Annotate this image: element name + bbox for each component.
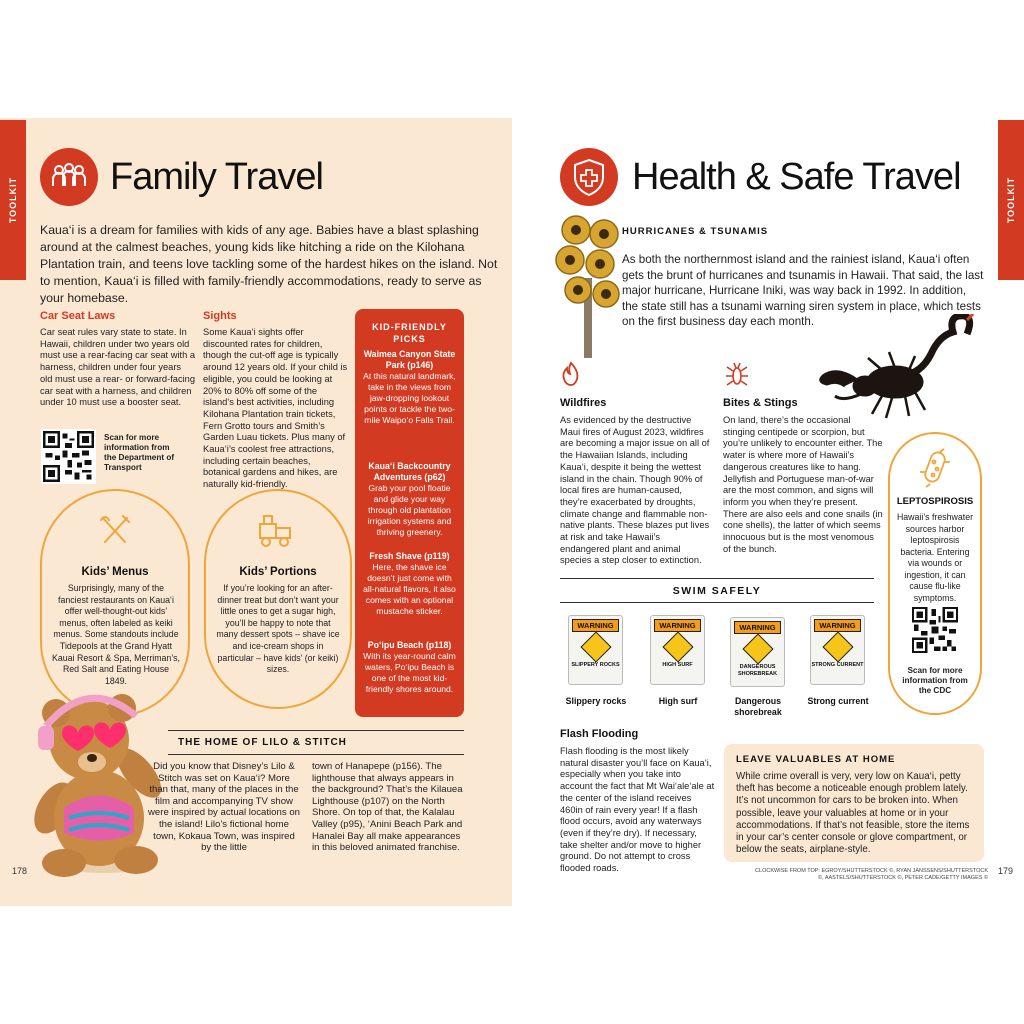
kid-picks-heading: KID-FRIENDLY PICKS — [372, 322, 447, 344]
lilo-col-2: town of Hanapepe (p156). The lighthouse that always appears in the background? That’s the Kilauea Lighthouse (p107) on the North Shore. On top of that, the Kalalau Valley (p95), ‘Anini Beach Park and Hanalei Bay all make appearances in this beloved animated franchise. — [312, 761, 463, 854]
siren-image — [548, 208, 628, 363]
kids-menus-text: Surprisingly, many of the fanciest restaurants on Kaua‘i offer well-thought-out kids’ menus, often labeled as keiki menus. Some standouts include Tidepools at the Grand Hyatt Kauai Resort & Spa, Merriman’s, Red Salt and Eating House 1849. — [52, 583, 180, 686]
kids-menus-title: Kids’ Menus — [81, 566, 149, 578]
side-tab: TOOLKIT — [0, 120, 26, 280]
side-tab: TOOLKIT — [998, 120, 1024, 280]
car-seat-text: Car seat rules vary state to state. In Hawaii, children under two years old must use a rear-facing car seat with a harness, children under four years old must use a rear- or forward-facing car seat with a harness, and children under 10 must use a booster seat. — [40, 327, 196, 408]
valuables-text: While crime overall is very, very low on Kaua‘i, petty theft has become a noticeable enough problem lately. It’s not uncommon for cars to be broken into. When possible, leave your valuables at home or in your accommodations. If that’s not feasible, store the items in your car’s center console or glove compartment, or below the seats, airplane-style. — [736, 771, 970, 856]
page-number: 179 — [998, 866, 1014, 876]
intro-text: Kaua‘i is a dream for families with kids of any age. Babies have a blast splashing around at the calmest beaches, young kids like hitching a ride on the Kilohana Plantation train, and teens love tackling some of the hardest hikes on the island. Not to mention, Kaua‘i is filled with family-friendly accommodations, ready to serve as your homebase. — [40, 223, 498, 305]
car-seat-heading: Car Seat Laws — [40, 310, 116, 322]
left-page — [0, 118, 512, 906]
hurricanes-heading: HURRICANES & TSUNAMIS — [622, 226, 769, 237]
kid-pick-item: Po‘ipu Beach (p118) With its year-round calm waters, Po‘ipu Beach is one of the most kid-friendly shores around. — [363, 640, 456, 694]
family-icon — [40, 148, 98, 206]
divider — [168, 730, 464, 731]
page-title: Family Travel — [110, 156, 323, 198]
insect-icon — [723, 361, 751, 394]
lilo-heading: THE HOME OF LILO & STITCH — [178, 737, 347, 748]
warning-sign: WARNING STRONG CURRENT — [810, 615, 865, 685]
qr-code[interactable] — [910, 605, 960, 655]
sights-heading: Sights — [203, 310, 237, 322]
valuables-heading: LEAVE VALUABLES AT HOME — [736, 754, 896, 765]
flash-text: Flash flooding is the most likely natural disaster you’ll face on Kaua‘i, especially when you take into account the fact that Mt Wai‘ale‘ale at the center of the island receives 460in of rain every year! If a flash flood occurs, avoid any waterways (even if they’re dry). If necessary, take shelter and/or move to higher ground. Do not attempt to cross flooded roads. — [560, 746, 715, 874]
qr-code[interactable] — [41, 429, 96, 484]
page-title: Health & Safe Travel — [632, 156, 961, 198]
swim-heading: SWIM SAFELY — [672, 585, 762, 597]
page-number: 178 — [12, 866, 28, 876]
sign-caption: Slippery rocks — [565, 696, 627, 706]
kids-portions-text: If you’re looking for an after-dinner treat but don’t want your little ones to get a sugar high, you’ll be happy to note that many dessert spots – shave ice and ice-cream shops in particular – have kids’ (or keiki) sizes. — [216, 583, 340, 675]
lilo-col-1: Did you know that Disney’s Lilo & Stitch was set on Kaua‘i? More than that, many of the places in the film and accompanying TV show were inspired by actual locations on the island! Lilo’s fictional home town, Kokaua Town, was inspired by the little — [148, 761, 300, 854]
divider — [168, 754, 464, 755]
leptospirosis-text: Hawaii’s freshwater sources harbor leptospirosis bacteria. Entering via wounds or ingestion, it can cause flu-like symptoms. — [896, 512, 974, 603]
kid-pick-item: Fresh Shave (p119) Here, the shave ice doesn’t just come with all-natural flavors, it also comes with an optional mustache sticker. — [363, 551, 456, 616]
leptospirosis-heading: LEPTOSPIROSIS — [896, 496, 974, 507]
sign-caption: Dangerous shorebreak — [734, 696, 782, 717]
flame-icon — [560, 361, 582, 392]
kids-portions-title: Kids’ Portions — [239, 566, 317, 578]
photo-credits: CLOCKWISE FROM TOP: EGROY/SHUTTERSTOCK ©, RYAN JANSSENS/SHUTTERSTOCK ©, AASTELS/SHUTTERSTOCK ©, PETER CADE/GETTY IMAGES © — [755, 868, 988, 881]
valuables-box — [724, 744, 984, 862]
divider — [560, 602, 874, 603]
train-icon — [254, 510, 296, 555]
kid-pick-item: Waimea Canyon State Park (p146) At this natural landmark, take in the views from jaw-dropping lookout points or tackle the two-mile Waipo‘o Falls Trail. — [363, 349, 456, 425]
kid-friendly-picks-box — [355, 309, 464, 717]
bites-text: On land, there’s the occasional stinging centipede or scorpion, but you’re unlikely to encounter either. The water is where more of Hawaii’s dangerous creatures like to hang. Jellyfish and Portuguese man-of-war are the most common, and signs will inform you when they’re present. There are also eels and cone snails (in cone shells), the latter of which seems innocuous but is the most venomous of the bunch. — [723, 415, 883, 554]
warning-sign: WARNING SLIPPERY ROCKS — [568, 615, 623, 685]
qr-caption: Scan for more information from the CDC — [902, 666, 968, 695]
sign-caption: Strong current — [807, 696, 869, 706]
hurricanes-text: As both the northernmost island and the rainiest island, Kaua‘i often gets the brunt of hurricanes and tsunamis in Hawaii. That said, the last major hurricane, Hurricane Iniki, was way back in 1992. In addition, the state still has a tsunami warning siren system in place, which tests on the first business day each month. — [622, 253, 984, 328]
right-page — [512, 118, 1024, 906]
flash-heading: Flash Flooding — [560, 728, 639, 740]
warning-sign: WARNING HIGH SURF — [650, 615, 705, 685]
bacteria-icon — [918, 448, 954, 493]
scorpion-image — [817, 314, 977, 429]
sights-text: Some Kaua‘i sights offer discounted rates for children, though the cut-off age is typically around 12 years old. If your child is eligible, you could be looking at 20% to 80% off some of the island’s best activities, including Kilohana Plantation train tickets, Fern Grotto tours and Smith’s Garden Luau tickets. Plus many of Kaua‘i’s coolest free attractions, including certain beaches, botanical gardens and hikes, are naturally kid-friendly. — [203, 327, 348, 490]
warning-sign: WARNING DANGEROUS SHOREBREAK — [730, 617, 785, 687]
wildfires-text: As evidenced by the destructive Maui fires of August 2023, wildfires are becoming a major issue on all of the Hawaiian Islands, including Kaua‘i, despite it being the wettest island in the chain. Though 90% of local fires are human-caused, they’re exacerbated by droughts, climate change and flammable non-native plants. These blazes put lives at risk and take Hawaii’s endangered plant and animal species a step closer to extinction. — [560, 415, 710, 566]
divider — [560, 578, 874, 579]
wildfires-heading: Wildfires — [560, 397, 607, 409]
qr-caption: Scan for more information from the Department of Transport — [104, 433, 175, 472]
kid-pick-item: Kaua‘i Backcountry Adventures (p62) Grab your pool floatie and glide your way through old plantation irrigation systems and thriving greenery. — [367, 461, 452, 537]
fork-knife-icon — [95, 510, 135, 555]
bites-heading: Bites & Stings — [723, 397, 798, 409]
sign-caption: High surf — [658, 696, 698, 706]
health-cross-icon — [560, 148, 618, 206]
